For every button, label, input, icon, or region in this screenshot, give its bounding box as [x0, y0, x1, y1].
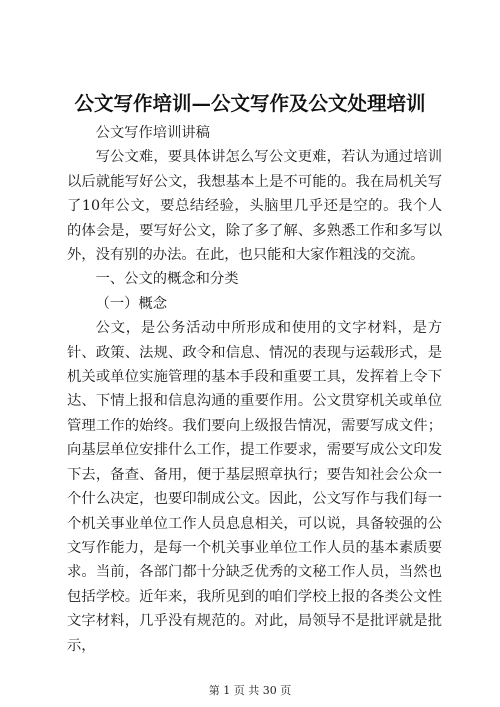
subsection-heading: （一）概念: [95, 295, 168, 312]
document-title: 公文写作培训—公文写作及公文处理培训: [74, 92, 426, 115]
document-body: [67, 121, 442, 658]
paragraph-intro: 写公文难，要具体讲怎么写公文更难，若认为通过培训以后就能写好公文，我想基本上是不可能的。我在局机关写了10年公文，要总结经验，头脑里几乎还是空的。我个人的体会是，要写好公文，除了多了解、多熟悉工作和多写以外，没有别的办法。在此，也只能和大家作粗浅的交流。: [67, 149, 442, 264]
page-number-footer: 第 1 页 共 30 页: [208, 684, 292, 697]
paragraph-concept: 公文，是公务活动中所形成和使用的文字材料，是方针、政策、法规、政令和信息、情况的表现与运载形式，是机关或单位实施管理的基本手段和重要工具，发挥着上令下达、下情上报和信息沟通的重要作用。公文贯穿机关或单位管理工作的始终。我们要向上级报告情况，需要写成文件；向基层单位安排什么工作，提工作要求，需要写成公文印发下去，备查、备用，便于基层照章执行；要告知社会公众一个什么决定，也要印制成公文。因此，公文写作与我们每一个机关事业单位工作人员息息相关，可以说，具备较强的公文写作能力，是每一个机关事业单位工作人员的基本素质要求。当前，各部门都十分缺乏优秀的文秘工作人员，当然也包括学校。近年来，我所见到的咱们学校上报的各类公文性文字材料，几乎没有规范的。对此，局领导不是批评就是批示，: [67, 320, 442, 654]
document-subtitle: 公文写作培训讲稿: [95, 125, 210, 141]
section-heading: 一、公文的概念和分类: [95, 271, 239, 288]
